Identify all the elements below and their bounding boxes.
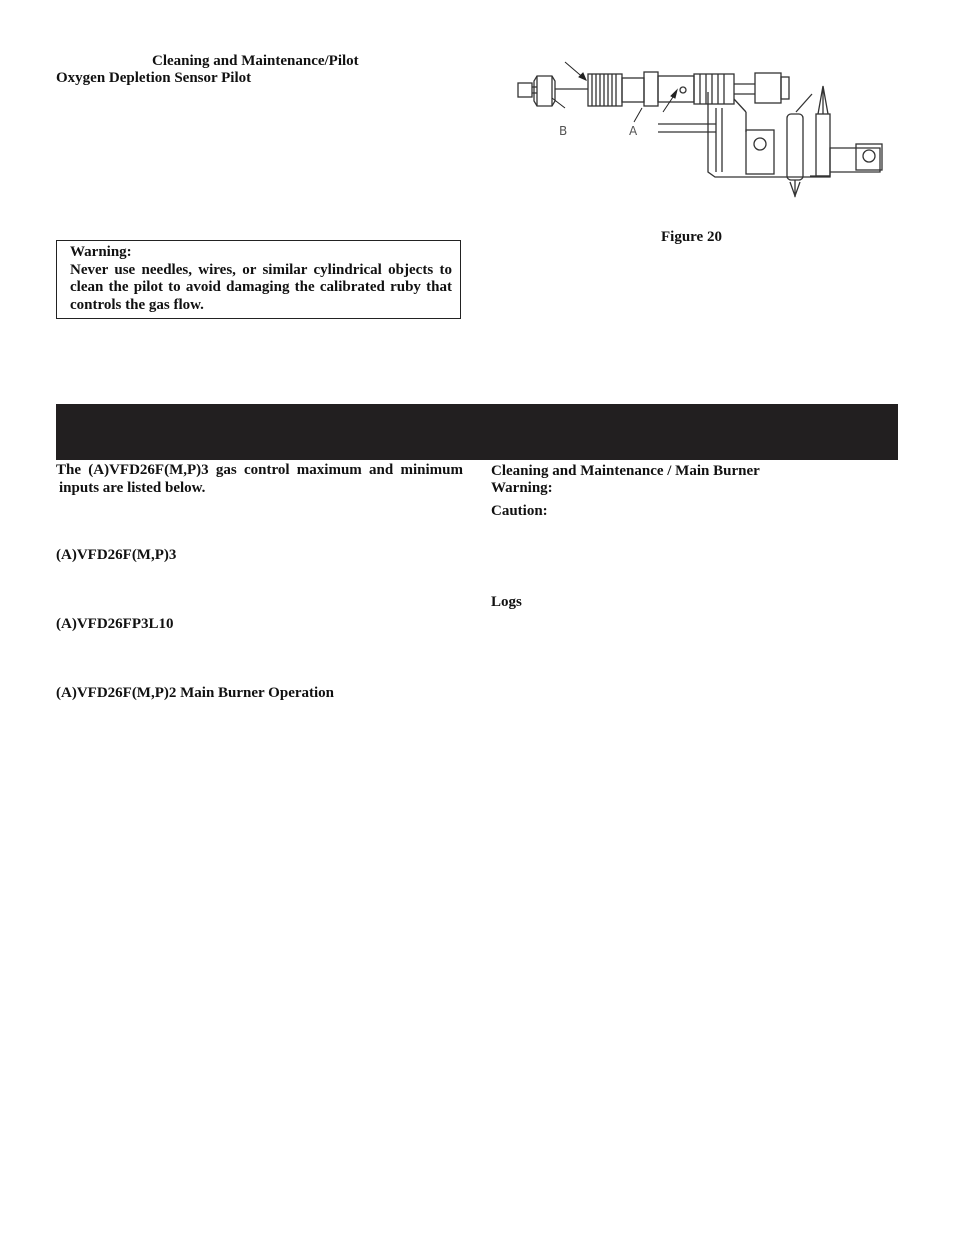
section-title-pilot: Cleaning and Maintenance/Pilot	[152, 53, 359, 69]
logs-label: Logs	[491, 594, 522, 610]
tube-stub	[518, 83, 532, 97]
warning-body: Never use needles, wires, or similar cylindrical objects to clean the pilot to avoid damaging the calibrated ruby that controls the gas flow.	[70, 261, 452, 313]
model-heading-3: (A)VFD26F(M,P)2 Main Burner Operation	[56, 685, 335, 701]
section-title-main-burner: Cleaning and Maintenance / Main Burner	[491, 463, 760, 479]
section-header-band	[56, 404, 898, 460]
warning-label: Warning:	[491, 480, 553, 496]
model-heading-1: (A)VFD26F(M,P)3	[56, 547, 177, 563]
thermocouple	[787, 114, 803, 180]
pilot-head	[755, 73, 781, 103]
subheading-ods-pilot: Oxygen Depletion Sensor Pilot	[56, 70, 252, 86]
pilot-assembly-diagram	[500, 52, 900, 222]
figure-caption: Figure 20	[661, 229, 722, 245]
electrode	[816, 114, 830, 176]
intro-line-1: The (A)VFD26F(M,P)3 gas control maximum and minimum	[56, 462, 463, 478]
intro-line-2: inputs are listed below.	[59, 480, 206, 496]
warning-box	[56, 240, 461, 319]
ribbed-fitting	[588, 74, 622, 106]
mounting-bracket	[708, 92, 880, 177]
orifice-body-a	[658, 76, 694, 102]
model-heading-2: (A)VFD26FP3L10	[56, 616, 174, 632]
caution-label: Caution:	[491, 503, 548, 519]
warning-title: Warning:	[70, 244, 132, 260]
figure-label-b: B	[559, 124, 568, 138]
figure-label-a: A	[629, 124, 638, 138]
